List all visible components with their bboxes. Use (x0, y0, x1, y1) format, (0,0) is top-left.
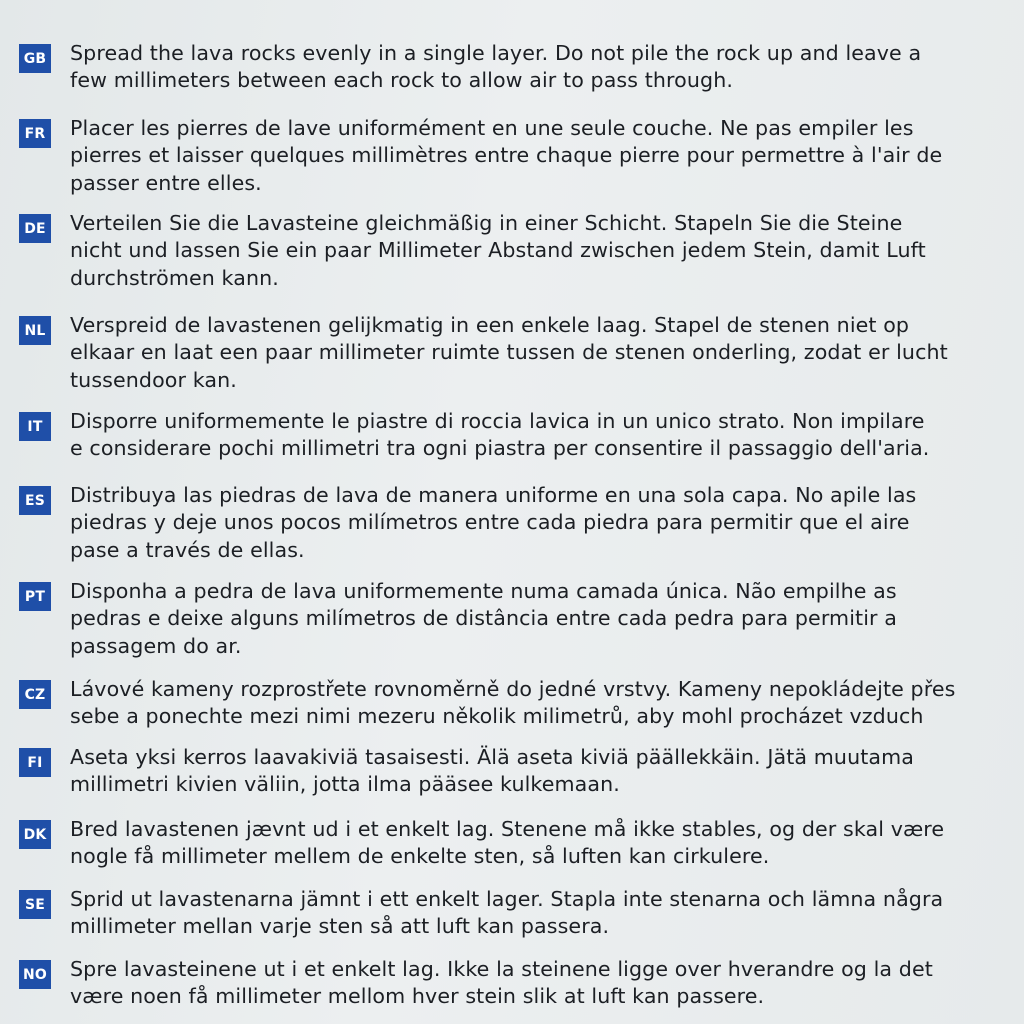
text-line: Bred lavastenen jævnt ud i et enkelt lag. Stenene må ikke stables, og der skal være (70, 817, 945, 841)
instruction-text-es (70, 482, 1002, 564)
instruction-text-se (70, 886, 1002, 941)
text-line: piedras y deje unos pocos milímetros entre cada piedra para permitir que el aire (70, 510, 910, 535)
instruction-text-gb (70, 40, 1002, 95)
text-line: Lávové kameny rozprostřete rovnoměrně do jedné vrstvy. Kameny nepokládejte přes (70, 677, 956, 701)
language-badge-gb: GB (19, 44, 51, 73)
text-line: Placer les pierres de lave uniformément en une seule couche. Ne pas empiler les (70, 116, 914, 140)
instruction-text-cz (70, 676, 1002, 731)
language-badge-fi: FI (19, 748, 51, 777)
text-line: pedras e deixe alguns milímetros de distância entre cada pedra para permitir a (70, 606, 897, 631)
text-line: nicht und lassen Sie ein paar Millimeter Abstand zwischen jedem Stein, damit Luft (70, 238, 926, 263)
instruction-text-fi (70, 744, 1002, 799)
text-line: passer entre elles. (70, 170, 262, 195)
language-badge-it: IT (19, 412, 51, 441)
text-line: sebe a ponechte mezi nimi mezeru několik milimetrů, aby mohl procházet vzduch (70, 704, 924, 729)
instruction-text-de (70, 210, 1002, 292)
text-line: nogle få millimeter mellem de enkelte sten, så luften kan cirkulere. (70, 844, 770, 869)
language-badge-nl: NL (19, 316, 51, 345)
text-line: Disporre uniformemente le piastre di roccia lavica in un unico strato. Non impilare (70, 409, 925, 433)
language-badge-se: SE (19, 890, 51, 919)
text-line: Spre lavasteinene ut i et enkelt lag. Ikke la steinene ligge over hverandre og la det (70, 957, 933, 981)
text-line: Distribuya las piedras de lava de manera uniforme en una sola capa. No apile las (70, 483, 917, 507)
language-badge-fr: FR (19, 119, 51, 148)
text-line: few millimeters between each rock to allow air to pass through. (70, 68, 733, 93)
language-badge-no: NO (19, 960, 51, 989)
text-line: durchströmen kann. (70, 265, 279, 290)
text-line: pase a través de ellas. (70, 537, 305, 562)
text-line: Verteilen Sie die Lavasteine gleichmäßig in einer Schicht. Stapeln Sie die Steine (70, 211, 903, 235)
instruction-text-pt (70, 578, 1002, 660)
instruction-text-it (70, 408, 1002, 463)
instruction-text-no (70, 956, 1002, 1011)
text-line: passagem do ar. (70, 633, 242, 658)
text-line: Spread the lava rocks evenly in a single layer. Do not pile the rock up and leave a (70, 41, 922, 65)
text-line: Disponha a pedra de lava uniformemente numa camada única. Não empilhe as (70, 579, 897, 603)
text-line: være noen få millimeter mellom hver stein slik at luft kan passere. (70, 984, 765, 1009)
text-line: millimeter mellan varje sten så att luft kan passera. (70, 914, 610, 939)
text-line: millimetri kivien väliin, jotta ilma pääsee kulkemaan. (70, 772, 620, 797)
text-line: e considerare pochi millimetri tra ogni piastra per consentire il passaggio dell'aria. (70, 436, 930, 461)
instruction-text-dk (70, 816, 1002, 871)
text-line: elkaar en laat een paar millimeter ruimte tussen de stenen onderling, zodat er lucht (70, 340, 948, 365)
language-badge-es: ES (19, 486, 51, 515)
text-line: tussendoor kan. (70, 367, 237, 392)
instruction-text-fr (70, 115, 1002, 197)
text-line: Sprid ut lavastenarna jämnt i ett enkelt lager. Stapla inte stenarna och lämna några (70, 887, 944, 911)
text-line: pierres et laisser quelques millimètres entre chaque pierre pour permettre à l'air de (70, 143, 943, 168)
language-badge-pt: PT (19, 582, 51, 611)
language-badge-cz: CZ (19, 680, 51, 709)
text-line: Verspreid de lavastenen gelijkmatig in een enkele laag. Stapel de stenen niet op (70, 313, 910, 337)
text-line: Aseta yksi kerros laavakiviä tasaisesti. Älä aseta kiviä päällekkäin. Jätä muutama (70, 745, 914, 769)
language-badge-de: DE (19, 214, 51, 243)
instruction-text-nl (70, 312, 1002, 394)
language-badge-dk: DK (19, 820, 51, 849)
